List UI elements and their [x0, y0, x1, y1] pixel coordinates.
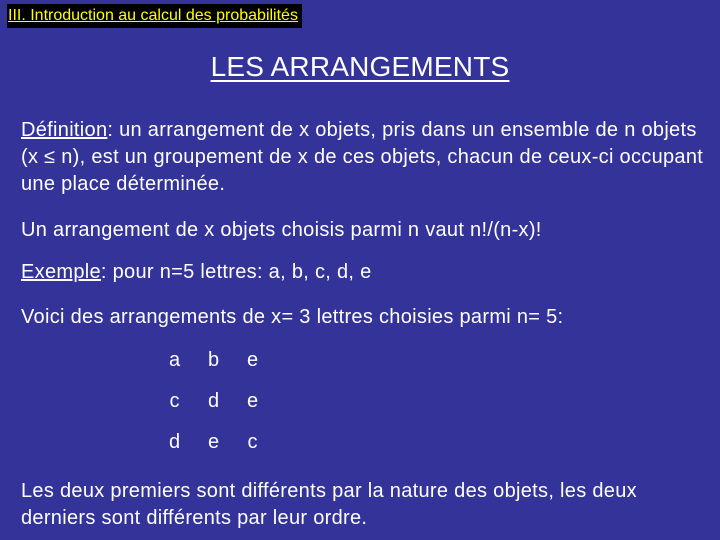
definition-paragraph [21, 117, 711, 198]
arrangement-letter: c [247, 431, 258, 453]
definition-term: Définition [21, 119, 108, 141]
arrangements-table [155, 345, 272, 468]
example-paragraph [21, 259, 711, 286]
arrangement-row-3 [155, 427, 272, 468]
conclusion-paragraph: Les deux premiers sont différents par la nature des objets, les deux derniers sont différents par leur ordre. [21, 480, 637, 529]
arrangements-intro: Voici des arrangements de x= 3 lettres choisies parmi n= 5: [21, 306, 564, 328]
arrangement-letter: d [207, 390, 220, 412]
slide-title-text: LES ARRANGEMENTS [210, 51, 510, 82]
arrangement-letter: e [246, 390, 259, 412]
example-term: Exemple [21, 261, 101, 283]
arrangement-letter: d [168, 431, 181, 453]
slide-title [0, 50, 720, 84]
arrangement-row-1 [155, 345, 272, 386]
example-text: : pour n=5 lettres: a, b, c, d, e [100, 261, 372, 283]
section-header: III. Introduction au calcul des probabilités [7, 4, 302, 28]
arrangement-row-2 [155, 386, 272, 427]
arrangement-letter: a [168, 349, 181, 371]
arrangement-letter: c [169, 390, 180, 412]
formula-paragraph: Un arrangement de x objets choisis parmi n vaut n!/(n-x)! [21, 219, 542, 241]
arrangement-letter: b [207, 349, 220, 371]
definition-text: : un arrangement de x objets, pris dans un ensemble de n objets (x ≤ n), est un groupement de x de ces objets, chacun de ceux-ci occupant une place déterminée. [21, 119, 704, 195]
arrangement-letter: e [246, 349, 259, 371]
arrangement-letter: e [207, 431, 220, 453]
